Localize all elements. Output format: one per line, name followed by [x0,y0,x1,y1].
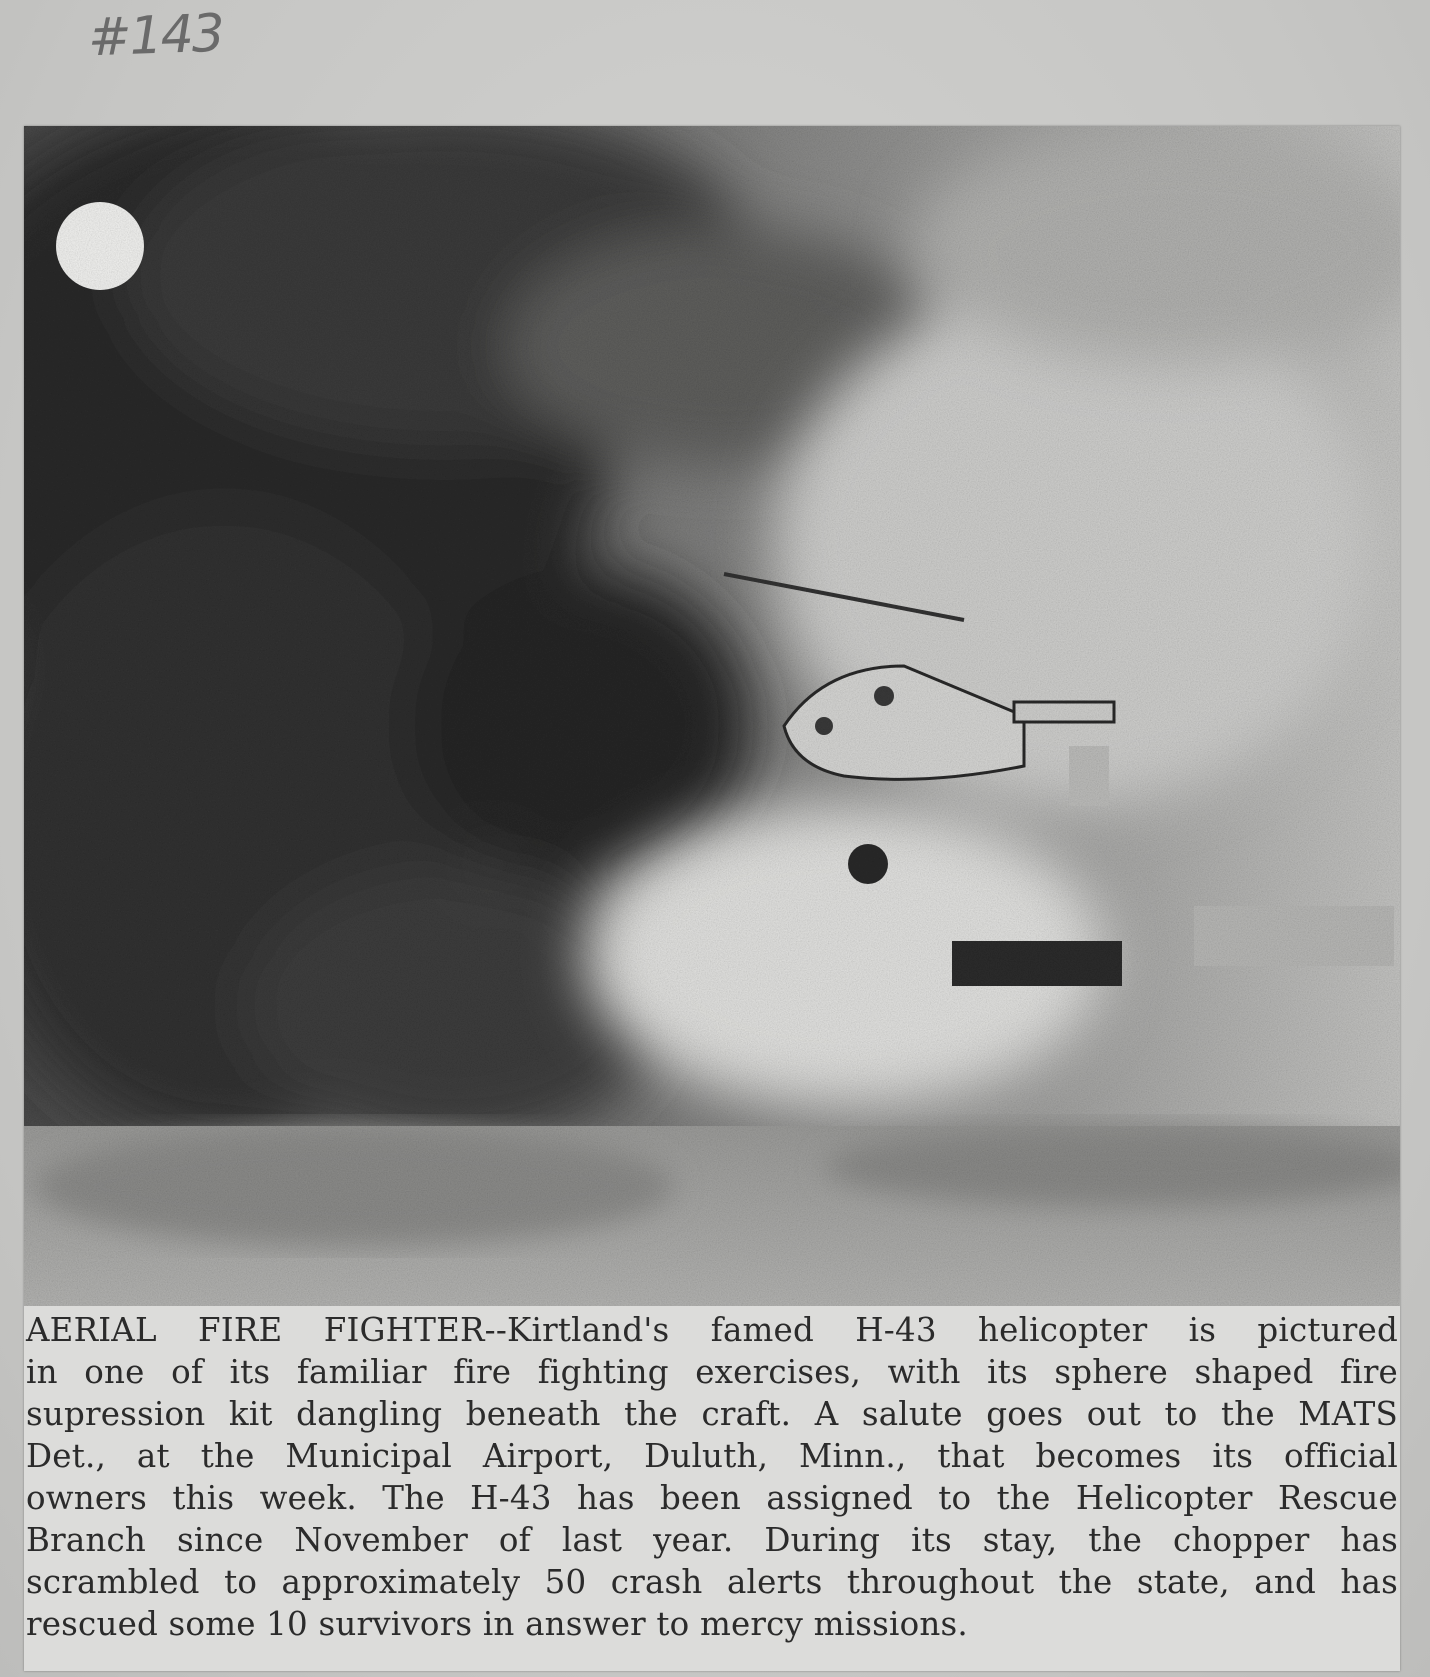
caption-line: scrambled to approximately 50 crash alerts throughout the state, and has [26,1563,1398,1601]
caption-line: supression kit dangling beneath the craft. A salute goes out to the MATS [26,1395,1398,1433]
newspaper-clipping [24,126,1400,1671]
photo-caption [26,1309,1398,1645]
caption-line: AERIAL FIRE FIGHTER--Kirtland's famed H-43 helicopter is pictured [26,1311,1398,1349]
caption-line: Det., at the Municipal Airport, Duluth, Minn., that becomes its official [26,1437,1398,1475]
caption-line: in one of its familiar fire fighting exercises, with its sphere shaped fire [26,1353,1398,1391]
photo-illustration [24,126,1400,1306]
handwritten-catalog-number: #143 [86,3,224,69]
caption-line: rescued some 10 survivors in answer to mercy missions. [26,1605,968,1643]
helicopter-photo [24,126,1400,1306]
caption-line: owners this week. The H-43 has been assigned to the Helicopter Rescue [26,1479,1398,1517]
caption-line: Branch since November of last year. During its stay, the chopper has [26,1521,1398,1559]
